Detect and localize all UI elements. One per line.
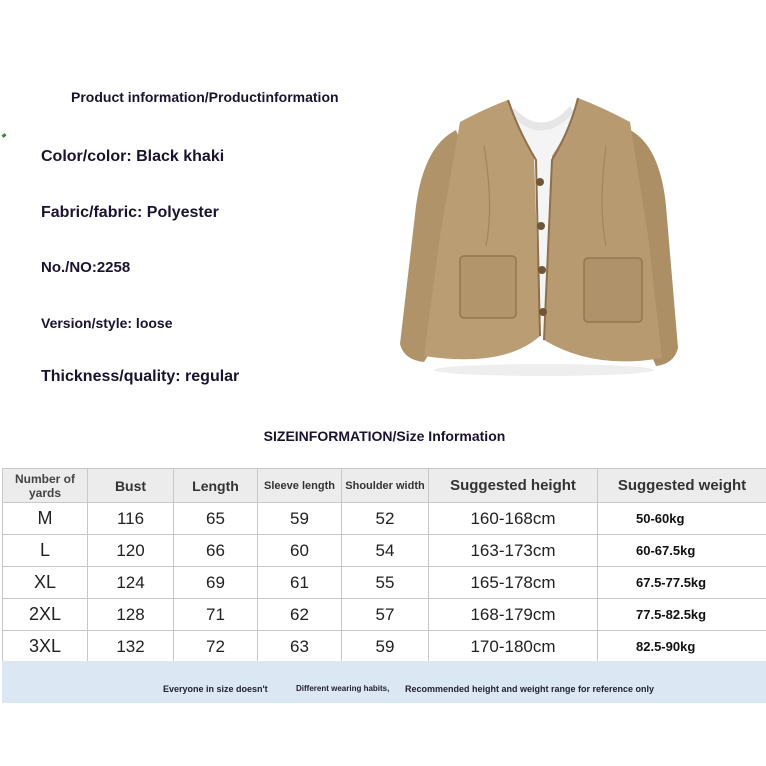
shoulder-cell: 55	[342, 567, 429, 599]
table-row	[3, 535, 766, 567]
sleeve-cell: 63	[258, 631, 342, 663]
fabric-attribute: Fabric/fabric: Polyester	[41, 204, 219, 221]
decorative-mark	[2, 133, 7, 138]
table-row	[3, 599, 766, 631]
shoulder-cell: 52	[342, 503, 429, 535]
shoulder-cell: 59	[342, 631, 429, 663]
length-cell: 69	[174, 567, 258, 599]
shoulder-cell: 54	[342, 535, 429, 567]
bust-cell: 128	[88, 599, 174, 631]
version-attribute: Version/style: loose	[41, 315, 173, 331]
length-cell: 72	[174, 631, 258, 663]
col-header-length: Length	[174, 469, 258, 503]
height-cell: 170-180cm	[429, 631, 598, 663]
footer-note-3: Recommended height and weight range for reference only	[405, 684, 655, 694]
sleeve-cell: 59	[258, 503, 342, 535]
bust-cell: 124	[88, 567, 174, 599]
height-cell: 163-173cm	[429, 535, 598, 567]
sleeve-cell: 62	[258, 599, 342, 631]
weight-cell: 67.5-77.5kg	[598, 567, 766, 599]
col-header-weight: Suggested weight	[598, 469, 766, 503]
product-image	[394, 86, 690, 378]
size-cell: XL	[3, 567, 88, 599]
weight-cell: 50-60kg	[598, 503, 766, 535]
length-cell: 66	[174, 535, 258, 567]
sleeve-cell: 61	[258, 567, 342, 599]
product-info-title: Product information/Productinformation	[71, 89, 339, 105]
color-attribute: Color/color: Black khaki	[41, 148, 225, 165]
size-cell: 3XL	[3, 631, 88, 663]
weight-cell: 82.5-90kg	[598, 631, 766, 663]
col-header-bust: Bust	[88, 469, 174, 503]
col-header-yards: Number of yards	[3, 469, 88, 503]
table-row	[3, 503, 766, 535]
weight-cell: 77.5-82.5kg	[598, 599, 766, 631]
size-cell: M	[3, 503, 88, 535]
footer-note-1: Everyone in size doesn't	[163, 684, 268, 694]
height-cell: 165-178cm	[429, 567, 598, 599]
bust-cell: 132	[88, 631, 174, 663]
shoulder-cell: 57	[342, 599, 429, 631]
length-cell: 65	[174, 503, 258, 535]
height-cell: 168-179cm	[429, 599, 598, 631]
size-cell: 2XL	[3, 599, 88, 631]
footer-note-band	[2, 661, 766, 703]
size-info-title: SIZEINFORMATION/Size Information	[263, 428, 506, 444]
product-number: No./NO:2258	[41, 259, 131, 276]
table-row	[3, 631, 766, 663]
thickness-attribute: Thickness/quality: regular	[41, 368, 240, 385]
length-cell: 71	[174, 599, 258, 631]
bust-cell: 116	[88, 503, 174, 535]
height-cell: 160-168cm	[429, 503, 598, 535]
table-row	[3, 567, 766, 599]
col-header-shoulder: Shoulder width	[342, 469, 429, 503]
weight-cell: 60-67.5kg	[598, 535, 766, 567]
jacket-icon	[394, 86, 690, 378]
table-header-row	[3, 469, 766, 503]
sleeve-cell: 60	[258, 535, 342, 567]
footer-note-2: Different wearing habits,	[296, 684, 390, 693]
col-header-sleeve: Sleeve length	[258, 469, 342, 503]
size-table	[2, 468, 766, 663]
size-cell: L	[3, 535, 88, 567]
col-header-height: Suggested height	[429, 469, 598, 503]
bust-cell: 120	[88, 535, 174, 567]
